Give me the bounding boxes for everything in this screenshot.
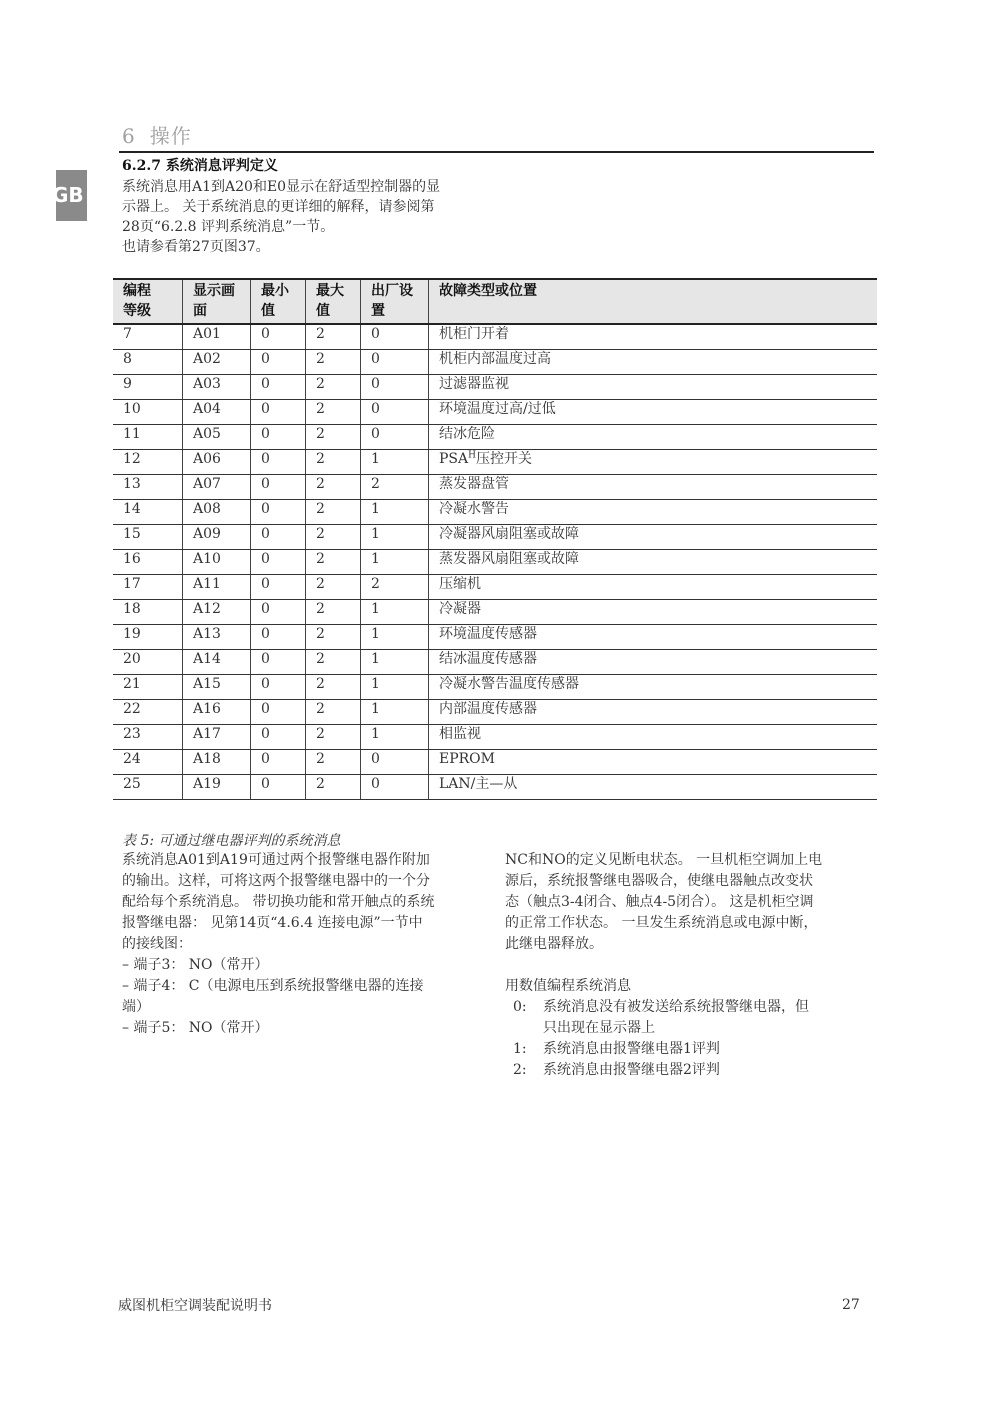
cell-fault: 结冰温度传感器 xyxy=(429,650,878,675)
cell-display: A05 xyxy=(183,425,251,450)
cell-factory: 0 xyxy=(361,775,429,800)
cell-max: 2 xyxy=(306,450,361,475)
cell-display: A12 xyxy=(183,600,251,625)
cell-factory: 1 xyxy=(361,500,429,525)
cell-level: 14 xyxy=(113,500,183,525)
chapter-title: 操作 xyxy=(149,124,192,148)
numeric-option: 2: 系统消息由报警继电器2评判 xyxy=(513,1062,720,1078)
cell-min: 0 xyxy=(251,425,306,450)
cell-level: 12 xyxy=(113,450,183,475)
cell-factory: 1 xyxy=(361,525,429,550)
cell-max: 2 xyxy=(306,700,361,725)
cell-level: 17 xyxy=(113,575,183,600)
cell-min: 0 xyxy=(251,725,306,750)
cell-fault: 蒸发器风扇阻塞或故障 xyxy=(429,550,878,575)
table-row xyxy=(113,475,877,500)
cell-max: 2 xyxy=(306,375,361,400)
cell-level: 18 xyxy=(113,600,183,625)
cell-min: 0 xyxy=(251,750,306,775)
cell-min: 0 xyxy=(251,675,306,700)
cell-fault: 冷凝器风扇阻塞或故障 xyxy=(429,525,878,550)
header-factory: 出厂设 置 xyxy=(361,279,429,324)
paragraph-line: 源后，系统报警继电器吸合，使继电器触点改变状 xyxy=(505,873,813,889)
table-row xyxy=(113,375,877,400)
header-max: 最大 值 xyxy=(306,279,361,324)
cell-display: A18 xyxy=(183,750,251,775)
cell-level: 13 xyxy=(113,475,183,500)
cell-factory: 1 xyxy=(361,650,429,675)
cell-display: A14 xyxy=(183,650,251,675)
cell-max: 2 xyxy=(306,750,361,775)
cell-fault: 机柜内部温度过高 xyxy=(429,350,878,375)
terminal-item: – 端子4： C（电源电压到系统报警继电器的连接 xyxy=(122,978,424,994)
table-row xyxy=(113,775,877,800)
cell-fault: LAN/主—从 xyxy=(429,775,878,800)
cell-min: 0 xyxy=(251,600,306,625)
header-fault: 故障类型或位置 xyxy=(429,279,878,324)
cell-max: 2 xyxy=(306,500,361,525)
cell-level: 21 xyxy=(113,675,183,700)
cell-max: 2 xyxy=(306,600,361,625)
cell-display: A06 xyxy=(183,450,251,475)
cell-level: 8 xyxy=(113,350,183,375)
cell-min: 0 xyxy=(251,625,306,650)
cell-level: 19 xyxy=(113,625,183,650)
cell-fault: 冷凝器 xyxy=(429,600,878,625)
cell-factory: 1 xyxy=(361,550,429,575)
cell-min: 0 xyxy=(251,350,306,375)
paragraph-line: 此继电器释放。 xyxy=(505,936,603,952)
cell-max: 2 xyxy=(306,675,361,700)
cell-min: 0 xyxy=(251,450,306,475)
cell-level: 23 xyxy=(113,725,183,750)
table-row xyxy=(113,725,877,750)
table-row xyxy=(113,425,877,450)
cell-factory: 1 xyxy=(361,725,429,750)
table-row xyxy=(113,650,877,675)
header-display: 显示画 面 xyxy=(183,279,251,324)
header-rule xyxy=(119,151,874,153)
cell-max: 2 xyxy=(306,575,361,600)
intro-line: 28页“6.2.8 评判系统消息”一节。 xyxy=(122,219,335,235)
cell-min: 0 xyxy=(251,700,306,725)
cell-min: 0 xyxy=(251,400,306,425)
cell-factory: 2 xyxy=(361,575,429,600)
cell-min: 0 xyxy=(251,525,306,550)
table-row xyxy=(113,525,877,550)
cell-fault: 冷凝水警告 xyxy=(429,500,878,525)
header-min: 最小 值 xyxy=(251,279,306,324)
table-row xyxy=(113,675,877,700)
cell-max: 2 xyxy=(306,475,361,500)
cell-level: 9 xyxy=(113,375,183,400)
cell-level: 10 xyxy=(113,400,183,425)
cell-fault: 结冰危险 xyxy=(429,425,878,450)
cell-fault: 压缩机 xyxy=(429,575,878,600)
table-row xyxy=(113,550,877,575)
cell-level: 11 xyxy=(113,425,183,450)
cell-min: 0 xyxy=(251,375,306,400)
cell-max: 2 xyxy=(306,550,361,575)
paragraph-line: 报警继电器： 见第14页“4.6.4 连接电源”一节中 xyxy=(122,915,423,931)
cell-fault: 环境温度传感器 xyxy=(429,625,878,650)
numeric-option: 1: 系统消息由报警继电器1评判 xyxy=(513,1041,720,1057)
table-header-row xyxy=(113,279,877,324)
cell-max: 2 xyxy=(306,525,361,550)
cell-fault: 相监视 xyxy=(429,725,878,750)
cell-factory: 0 xyxy=(361,324,429,350)
cell-level: 25 xyxy=(113,775,183,800)
section-title: 6.2.7 系统消息评判定义 xyxy=(122,158,278,174)
intro-line: 示器上。 关于系统消息的更详细的解释，请参阅第 xyxy=(122,199,435,215)
cell-factory: 0 xyxy=(361,375,429,400)
cell-min: 0 xyxy=(251,500,306,525)
right-column-text xyxy=(505,850,875,1081)
table-row xyxy=(113,575,877,600)
cell-display: A19 xyxy=(183,775,251,800)
footer-manual-title: 威图机柜空调装配说明书 xyxy=(118,1298,272,1314)
cell-fault: 冷凝水警告温度传感器 xyxy=(429,675,878,700)
left-column-text xyxy=(122,850,488,1039)
cell-display: A07 xyxy=(183,475,251,500)
page-number: 27 xyxy=(842,1297,860,1313)
cell-display: A03 xyxy=(183,375,251,400)
cell-fault: 过滤器监视 xyxy=(429,375,878,400)
cell-factory: 1 xyxy=(361,625,429,650)
cell-factory: 1 xyxy=(361,700,429,725)
paragraph-line: NC和NO的定义见断电状态。 一旦机柜空调加上电 xyxy=(505,852,823,868)
intro-line: 系统消息用A1到A20和E0显示在舒适型控制器的显 xyxy=(122,179,441,195)
cell-display: A09 xyxy=(183,525,251,550)
cell-display: A17 xyxy=(183,725,251,750)
terminal-item: 端） xyxy=(122,999,150,1015)
cell-fault: 机柜门开着 xyxy=(429,324,878,350)
table-row xyxy=(113,400,877,425)
cell-display: A13 xyxy=(183,625,251,650)
terminal-item: – 端子5： NO（常开） xyxy=(122,1020,269,1036)
cell-max: 2 xyxy=(306,775,361,800)
intro-line: 也请参看第27页图37。 xyxy=(122,239,270,255)
table-row xyxy=(113,700,877,725)
cell-factory: 0 xyxy=(361,750,429,775)
table-row xyxy=(113,350,877,375)
table-caption: 表 5: 可通过继电器评判的系统消息 xyxy=(122,833,341,849)
cell-max: 2 xyxy=(306,400,361,425)
cell-min: 0 xyxy=(251,775,306,800)
cell-min: 0 xyxy=(251,650,306,675)
cell-max: 2 xyxy=(306,725,361,750)
cell-factory: 0 xyxy=(361,425,429,450)
cell-min: 0 xyxy=(251,575,306,600)
cell-level: 20 xyxy=(113,650,183,675)
cell-display: A08 xyxy=(183,500,251,525)
cell-min: 0 xyxy=(251,324,306,350)
chapter-number: 6 xyxy=(122,124,136,148)
table-row xyxy=(113,625,877,650)
cell-fault: 环境温度过高/过低 xyxy=(429,400,878,425)
cell-level: 15 xyxy=(113,525,183,550)
cell-level: 22 xyxy=(113,700,183,725)
chapter-header xyxy=(122,120,192,149)
cell-factory: 1 xyxy=(361,600,429,625)
cell-factory: 0 xyxy=(361,350,429,375)
numeric-programming-title: 用数值编程系统消息 xyxy=(505,978,631,994)
paragraph-line: 的正常工作状态。 一旦发生系统消息或电源中断， xyxy=(505,915,818,931)
table-row xyxy=(113,500,877,525)
table-row xyxy=(113,450,877,475)
numeric-option: 0: 系统消息没有被发送给系统报警继电器，但 xyxy=(513,999,809,1015)
cell-display: A01 xyxy=(183,324,251,350)
terminal-item: – 端子3： NO（常开） xyxy=(122,957,269,973)
cell-factory: 0 xyxy=(361,400,429,425)
paragraph-line: 的输出。这样，可将这两个报警继电器中的一个分 xyxy=(122,873,430,889)
cell-max: 2 xyxy=(306,324,361,350)
table-row xyxy=(113,600,877,625)
cell-level: 7 xyxy=(113,324,183,350)
cell-factory: 2 xyxy=(361,475,429,500)
cell-display: A02 xyxy=(183,350,251,375)
cell-display: A16 xyxy=(183,700,251,725)
cell-level: 24 xyxy=(113,750,183,775)
system-message-table xyxy=(113,278,877,800)
cell-factory: 1 xyxy=(361,450,429,475)
cell-display: A11 xyxy=(183,575,251,600)
table-row xyxy=(113,324,877,350)
cell-max: 2 xyxy=(306,625,361,650)
paragraph-line: 配给每个系统消息。 带切换功能和常开触点的系统 xyxy=(122,894,435,910)
language-tab: GB xyxy=(56,170,87,221)
paragraph-line: 态（触点3-4闭合、触点4-5闭合）。 这是机柜空调 xyxy=(505,894,814,910)
section-intro xyxy=(122,177,492,257)
paragraph-line: 系统消息A01到A19可通过两个报警继电器作附加 xyxy=(122,852,430,868)
cell-display: A15 xyxy=(183,675,251,700)
cell-min: 0 xyxy=(251,550,306,575)
cell-max: 2 xyxy=(306,350,361,375)
cell-factory: 1 xyxy=(361,675,429,700)
cell-fault: $PSA^H$压控开关 xyxy=(429,450,878,475)
cell-level: 16 xyxy=(113,550,183,575)
cell-max: 2 xyxy=(306,650,361,675)
numeric-option-continued: 只出现在显示器上 xyxy=(543,1020,655,1036)
cell-display: A04 xyxy=(183,400,251,425)
cell-max: 2 xyxy=(306,425,361,450)
cell-fault: 蒸发器盘管 xyxy=(429,475,878,500)
cell-fault: EPROM xyxy=(429,750,878,775)
table-row xyxy=(113,750,877,775)
paragraph-line: 的接线图： xyxy=(122,936,192,952)
cell-display: A10 xyxy=(183,550,251,575)
header-level: 编程 等级 xyxy=(113,279,183,324)
cell-fault: 内部温度传感器 xyxy=(429,700,878,725)
cell-min: 0 xyxy=(251,475,306,500)
